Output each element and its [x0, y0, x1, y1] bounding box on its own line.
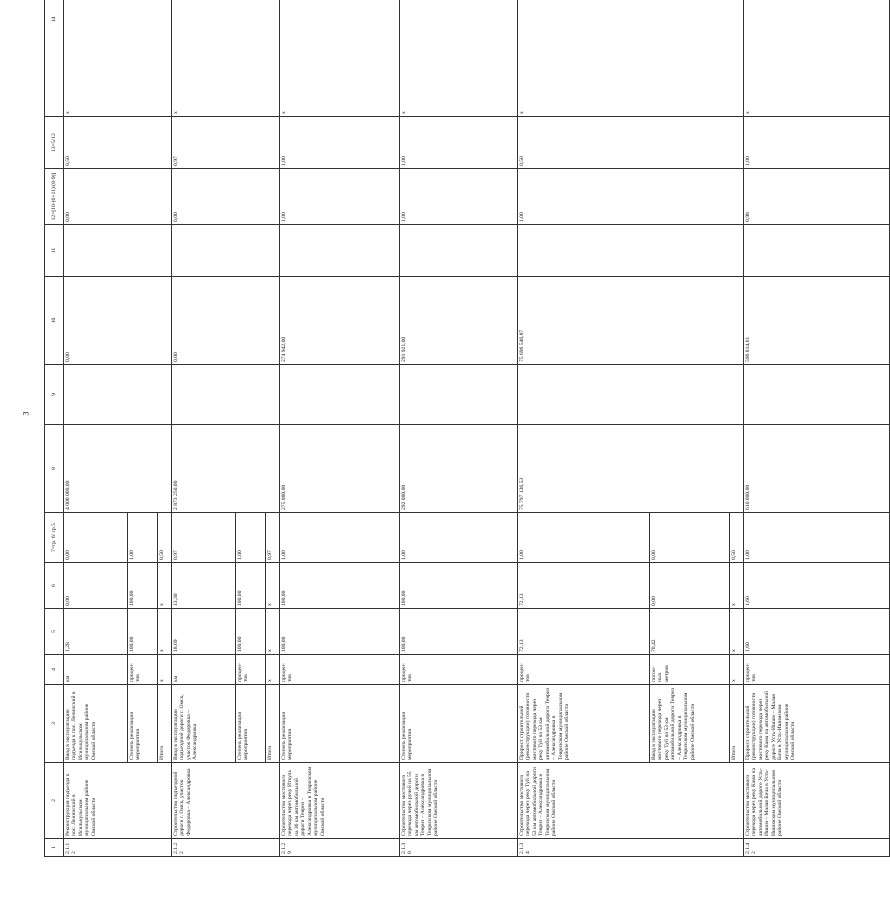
indicator-name: Прирост строительной (реконструкции) готовности мостового перехода через реку Туй на 53 км автомобильной дороги Тевриз – Александровка в Тевризском муниципальном районе Омской области [518, 685, 650, 763]
ratio-value: 1,00 [236, 513, 266, 563]
value-c12: 0,98 [744, 169, 890, 225]
value-c8: 275 000,00 [280, 425, 400, 513]
value-c9 [64, 365, 172, 425]
unit-cell: x [158, 655, 172, 685]
indicator-name: Итого [158, 685, 172, 763]
indicator-name: Степень реализации мероприятия [400, 685, 518, 763]
column-header: 1 [45, 839, 64, 857]
indicator-name: Прирост строительной (реконструкции) готовности мостового перехода через реку Кама на автомобильной дороге Усть-Ишим – Малая Бича в Усть-Ишимском муниципальном районе Омской области [744, 685, 890, 763]
fact-value: 13,30 [172, 563, 236, 609]
fact-value: x [266, 563, 280, 609]
value-c10: 0,00 [64, 277, 172, 365]
column-header: 3 [45, 685, 64, 763]
value-c12: 0,00 [64, 169, 172, 225]
row-number: 2.1.12 [64, 839, 172, 857]
ratio-value: 1,00 [128, 513, 158, 563]
table-row [64, 0, 128, 857]
plan-value: 70,42 [650, 609, 730, 655]
value-c9 [400, 365, 518, 425]
value-c11 [518, 225, 744, 277]
fact-value: 72,13 [518, 563, 650, 609]
plan-value: x [730, 609, 744, 655]
value-c13: 1,00 [400, 117, 518, 169]
column-header: 6 [45, 563, 64, 609]
table-row [744, 0, 890, 857]
plan-value: 72,13 [518, 609, 650, 655]
column-header: 10 [45, 277, 64, 365]
indicator-name: Ввод в эксплуатацию мостового перехода через реку Туй на 53 км автомобильной дороги Тевриз – Александровка в Тевризском муниципальном районе Омской области [650, 685, 730, 763]
plan-value: 1,28 [64, 609, 128, 655]
unit-cell: x [266, 655, 280, 685]
ratio-value: 0,00 [64, 513, 128, 563]
row-number: 2.1.30 [400, 839, 518, 857]
value-c14: x [518, 0, 744, 117]
value-c11 [744, 225, 890, 277]
ratio-value: 0,97 [266, 513, 280, 563]
indicator-name: Итого [266, 685, 280, 763]
value-c8: 75 797 136,53 [518, 425, 744, 513]
object-name: Строительство подъездной дороги г. Омск, участок Федоровка – Александровка [172, 763, 280, 839]
value-c13: 0,50 [518, 117, 744, 169]
unit-cell: процен-тов [400, 655, 518, 685]
ratio-value: 0,50 [158, 513, 172, 563]
value-c11 [400, 225, 518, 277]
table-row [518, 0, 650, 857]
object-name: Строительство мостового перехода через реку Туй на 53 км автомобильной дороги Тевриз – Александровка в Тевризском муниципальном районе Омской области [518, 763, 744, 839]
indicator-name: Итого [730, 685, 744, 763]
value-c12: 1,00 [280, 169, 400, 225]
value-c10: 596 814,61 [744, 277, 890, 365]
plan-value: 100,00 [236, 609, 266, 655]
value-c12: 0,00 [172, 169, 280, 225]
column-header: 13=5/12 [45, 117, 64, 169]
object-name: Строительство мостового перехода через ручей на 55 км автомобильной дороги Тевриз – Александровка в Тевризском муниципальном районе Омской области [400, 763, 518, 839]
plan-value: x [266, 609, 280, 655]
table-row [172, 0, 236, 857]
fact-value: 100,00 [236, 563, 266, 609]
value-c9 [744, 365, 890, 425]
value-c12: 1,00 [400, 169, 518, 225]
value-c8: 2 873 250,00 [172, 425, 280, 513]
fact-value: 100,00 [128, 563, 158, 609]
value-c10: 274 942,00 [280, 277, 400, 365]
column-header: 2 [45, 763, 64, 839]
column-header: 8 [45, 425, 64, 513]
indicator-name: Степень реализации мероприятия [236, 685, 266, 763]
ratio-value: 1,00 [400, 513, 518, 563]
value-c10: 75 696 546,87 [518, 277, 744, 365]
value-c14: x [280, 0, 400, 117]
indicator-name: Ввод в эксплуатацию подъезда к пос. Ленинский в Исилькульском муниципальном районе Омской области [64, 685, 128, 763]
unit-cell: процен-тов [236, 655, 266, 685]
value-c14: x [400, 0, 518, 117]
object-name: Строительство мостового перехода через реку Иткуль на 36 км автомобильной дороги Тевриз – Александровка в Тевризском муниципальном районе Омской области [280, 763, 400, 839]
value-c8: 292 000,00 [400, 425, 518, 513]
column-header: 5 [45, 609, 64, 655]
row-number: 2.1.22 [172, 839, 280, 857]
ratio-value: 0,50 [730, 513, 744, 563]
plan-value: 18,69 [172, 609, 236, 655]
indicator-name: Степень реализации мероприятия [128, 685, 158, 763]
plan-value: 1,60 [744, 609, 890, 655]
value-c9 [518, 365, 744, 425]
ratio-value: 0,00 [650, 513, 730, 563]
plan-value: 100,00 [280, 609, 400, 655]
value-c8: 610 000,00 [744, 425, 890, 513]
ratio-value: 1,00 [744, 513, 890, 563]
value-c11 [172, 225, 280, 277]
value-c11 [280, 225, 400, 277]
unit-cell: процен-тов [518, 655, 650, 685]
column-header: 4 [45, 655, 64, 685]
unit-cell: x [730, 655, 744, 685]
value-c9 [280, 365, 400, 425]
unit-cell: погон-ных метров [650, 655, 730, 685]
value-c9 [172, 365, 280, 425]
ratio-value: 1,00 [280, 513, 400, 563]
object-name: Строительство мостового перехода через реку Кама на автомобильной дороге Усть-Ишим – Малая Бича в Усть-Ишимском муниципальном районе Омской области [744, 763, 890, 839]
value-c8: 4 000 000,00 [64, 425, 172, 513]
unit-cell: процен-тов [128, 655, 158, 685]
fact-value: 100,00 [400, 563, 518, 609]
value-c14: x [64, 0, 172, 117]
column-header: 7=гр. 6/ гр.5 [45, 513, 64, 563]
ratio-value: 0,97 [172, 513, 236, 563]
fact-value: 100,00 [280, 563, 400, 609]
value-c13: 0,50 [64, 117, 172, 169]
plan-value: 100,00 [400, 609, 518, 655]
page-number: 3 [21, 411, 31, 416]
table-header-row [45, 0, 64, 857]
row-number: 2.1.34 [518, 839, 744, 857]
fact-value: 1,60 [744, 563, 890, 609]
column-header: 14 [45, 0, 64, 117]
value-c14: x [172, 0, 280, 117]
fact-value: x [730, 563, 744, 609]
object-name: Реконструкция подъезда к пос. Ленинский в Исилькульском муниципальном районе Омской области [64, 763, 172, 839]
table-row [280, 0, 400, 857]
fact-value: 0,00 [650, 563, 730, 609]
value-c13: 1,00 [280, 117, 400, 169]
table-row [400, 0, 518, 857]
fact-value: 0,00 [64, 563, 128, 609]
fact-value: x [158, 563, 172, 609]
unit-cell: процен-тов [744, 655, 890, 685]
unit-cell: процен-тов [280, 655, 400, 685]
plan-value: 100,00 [128, 609, 158, 655]
plan-value: x [158, 609, 172, 655]
value-c12: 1,00 [518, 169, 744, 225]
value-c11 [64, 225, 172, 277]
table-frame [44, 16, 796, 857]
row-number: 2.1.29 [280, 839, 400, 857]
value-c10: 291 921,00 [400, 277, 518, 365]
column-header: 12=[10-(6+11)/(8-9)] [45, 169, 64, 225]
value-c10: 0,00 [172, 277, 280, 365]
unit-cell: км [172, 655, 236, 685]
unit-cell: км [64, 655, 128, 685]
value-c14: x [744, 0, 890, 117]
row-number: 2.1.42 [744, 839, 890, 857]
rotated-table-container [44, 16, 796, 857]
column-header: 9 [45, 365, 64, 425]
value-c13: 1,00 [744, 117, 890, 169]
indicator-name: Степень реализации мероприятия [280, 685, 400, 763]
data-table [44, 0, 890, 857]
column-header: 11 [45, 225, 64, 277]
indicator-name: Ввод в эксплуатацию подъездной дороги г. Омск, участок Федоровка – Александровка [172, 685, 236, 763]
value-c13: 0,97 [172, 117, 280, 169]
ratio-value: 1,00 [518, 513, 650, 563]
